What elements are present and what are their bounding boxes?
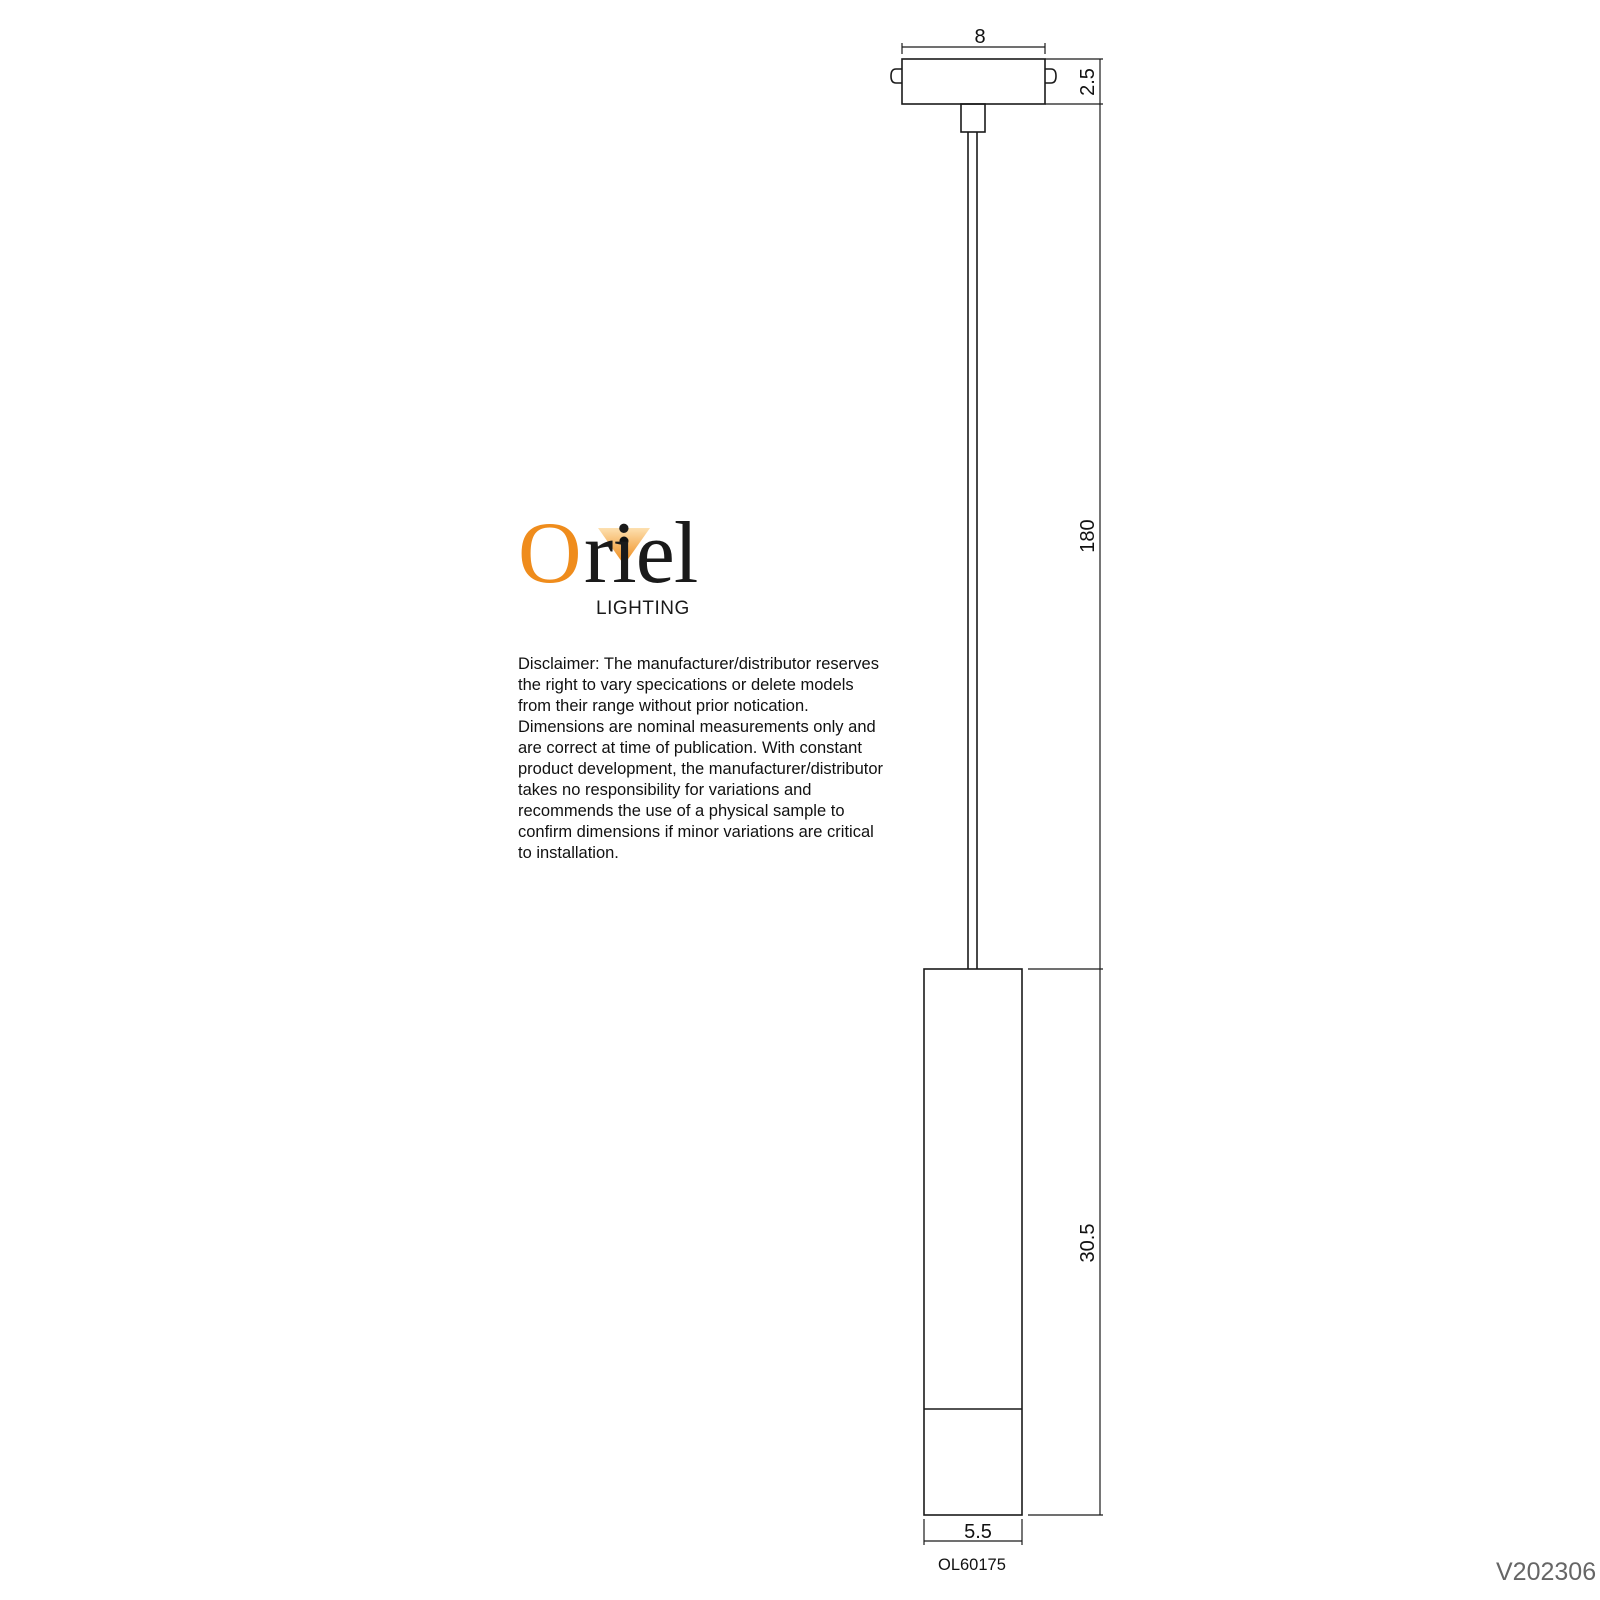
disclaimer-text xyxy=(518,654,928,864)
disclaimer-line: product development, the manufacturer/distributor xyxy=(518,760,884,778)
disclaimer-line: Disclaimer: The manufacturer/distributor reserves xyxy=(518,655,879,673)
disclaimer-line: to installation. xyxy=(518,844,619,862)
dim-top-width-label: 8 xyxy=(974,26,986,48)
disclaimer-line: takes no responsibility for variations and xyxy=(518,781,812,799)
model-code: OL60175 xyxy=(938,1556,1006,1574)
adaptor-stem xyxy=(961,104,985,132)
adaptor-right-contact xyxy=(1045,69,1056,83)
dim-cord-length-label: 180 xyxy=(1077,519,1099,553)
pendant-body xyxy=(924,969,1022,1515)
dim-body-width-label: 5.5 xyxy=(964,1521,992,1543)
disclaimer-line: recommends the use of a physical sample to xyxy=(518,802,845,820)
disclaimer-line: confirm dimensions if minor variations are critical xyxy=(518,823,874,841)
dim-top-height-label: 2.5 xyxy=(1077,68,1099,96)
version-code: V202306 xyxy=(1496,1558,1597,1586)
logo-letters: riel xyxy=(584,505,698,602)
track-adaptor xyxy=(902,59,1045,104)
disclaimer-line: Dimensions are nominal measurements only and xyxy=(518,718,876,736)
dim-body-height-label: 30.5 xyxy=(1077,1223,1099,1263)
logo-wordmark xyxy=(518,505,698,602)
adaptor-left-contact xyxy=(891,69,902,83)
logo-subtitle: LIGHTING xyxy=(596,598,690,619)
disclaimer-line: the right to vary specications or delete models xyxy=(518,676,854,694)
oriel-lighting-logo xyxy=(518,505,718,630)
disclaimer-line: from their range without prior notication. xyxy=(518,697,809,715)
logo-initial: O xyxy=(518,505,581,602)
disclaimer-line: are correct at time of publication. With constant xyxy=(518,739,862,757)
